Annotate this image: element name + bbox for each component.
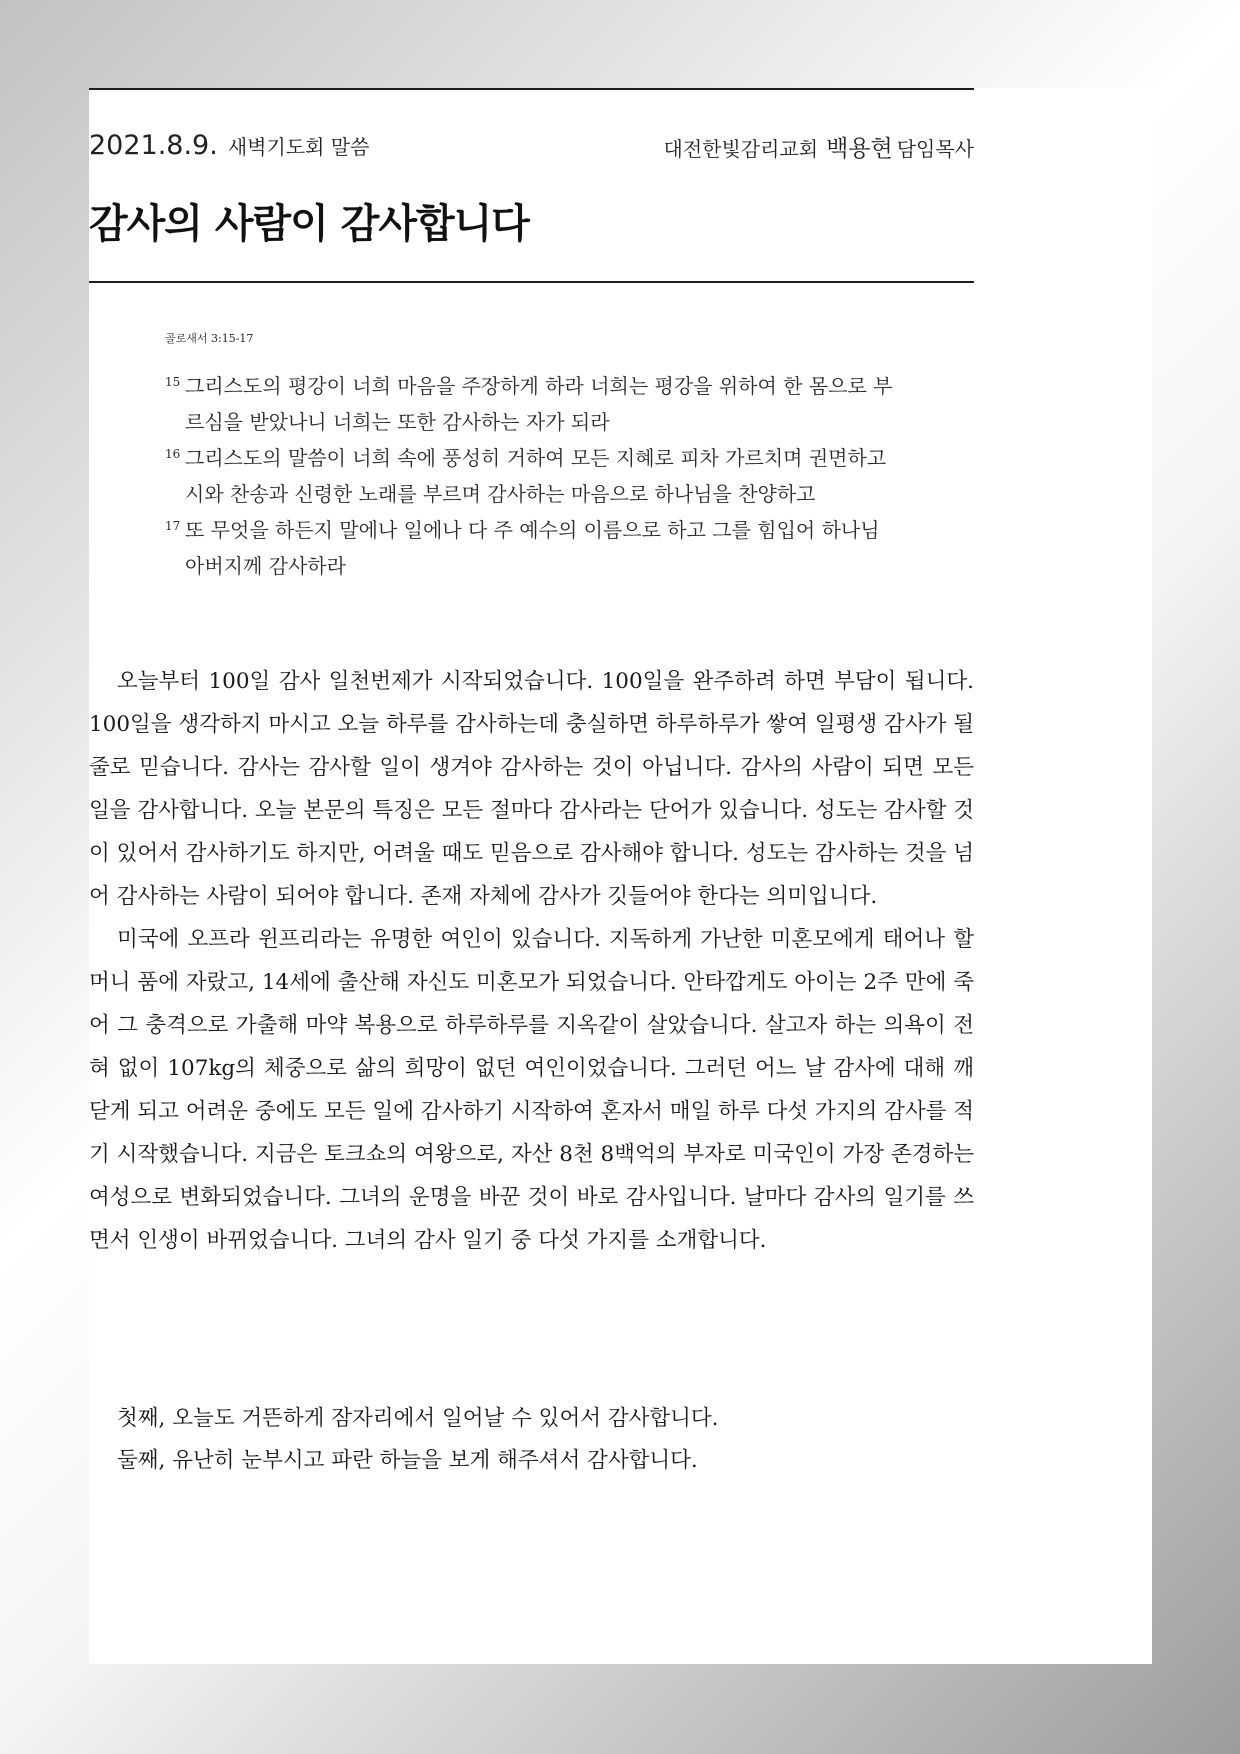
- sermon-date: 2021.8.9.: [89, 130, 218, 161]
- service-name: 새벽기도회 말씀: [227, 135, 370, 159]
- verse-number: 17: [165, 519, 181, 533]
- church-pastor: [664, 130, 975, 163]
- scripture-passage: [165, 330, 895, 584]
- top-divider: [89, 88, 974, 90]
- church-name: 대전한빛감리교회: [663, 137, 819, 161]
- verse-number: 16: [165, 447, 181, 461]
- body-paragraph: 오늘부터 100일 감사 일천번제가 시작되었습니다. 100일을 완주하려 하면 부담이 됩니다. 100일을 생각하지 마시고 오늘 하루를 감사하는데 충실하면 하루하루가 쌓여 일평생 감사가 될 줄로 믿습니다. 감사는 감사할 일이 생겨야 감사하는 것이 아닙니다. 감사의 사람이 되면 모든 일을 감사합니다. 오늘 본문의 특징은 모든 절마다 감사라는 단어가 있습니다. 성도는 감사할 것이 있어서 감사하기도 하지만, 어려울 때도 믿음으로 감사해야 합니다. 성도는 감사하는 것을 넘어 감사하는 사람이 되어야 합니다. 존재 자체에 감사가 깃들어야 한다는 의미입니다.: [89, 669, 974, 909]
- body-paragraph: 미국에 오프라 윈프리라는 유명한 여인이 있습니다. 지독하게 가난한 미혼모에게 태어나 할머니 품에 자랐고, 14세에 출산해 자신도 미혼모가 되었습니다. 안타깝게도 아이는 2주 만에 죽어 그 충격으로 가출해 마약 복용으로 하루하루를 지옥같이 살았습니다. 살고자 하는 의욕이 전혀 없이 107kg의 체중으로 삶의 희망이 없던 여인이었습니다. 그러던 어느 날 감사에 대해 깨닫게 되고 어려운 중에도 모든 일에 감사하기 시작하여 혼자서 매일 하루 다섯 가지의 감사를 적기 시작했습니다. 지금은 토크쇼의 여왕으로, 자산 8천 8백억의 부자로 미국인이 가장 존경하는 여성으로 변화되었습니다. 그녀의 운명을 바꾼 것이 바로 감사입니다. 날마다 감사의 일기를 쓰면서 인생이 바뀌었습니다. 그녀의 감사 일기 중 다섯 가지를 소개합니다.: [89, 927, 974, 1253]
- scripture-reference: 골로새서 3:15-17: [165, 332, 254, 345]
- list-item: 둘째, 유난히 눈부시고 파란 하늘을 보게 해주셔서 감사합니다.: [117, 1448, 698, 1473]
- sermon-title: 감사의 사람이 감사합니다: [89, 201, 529, 247]
- list-item: 첫째, 오늘도 거뜬하게 잠자리에서 일어날 수 있어서 감사합니다.: [117, 1406, 719, 1431]
- sermon-date-service: [89, 130, 369, 161]
- pastor-role: 담임목사: [896, 137, 974, 161]
- verse: [165, 512, 895, 584]
- verse-text: 또 무엇을 하든지 말에나 일에나 다 주 예수의 이름으로 하고 그를 힘입어 하나님 아버지께 감사하라: [185, 518, 880, 578]
- sermon-header: [89, 130, 974, 170]
- bottom-divider: [89, 281, 974, 283]
- pastor-name: 백용현: [826, 136, 893, 162]
- gratitude-list: [117, 1398, 947, 1482]
- verse-number: 15: [165, 375, 181, 389]
- verse-text: 그리스도의 평강이 너희 마음을 주장하게 하라 너희는 평강을 위하여 한 몸으로 부르심을 받았나니 너희는 또한 감사하는 자가 되라: [185, 374, 893, 434]
- verse: [165, 440, 895, 512]
- sermon-body: [89, 660, 974, 1262]
- verse: [165, 368, 895, 440]
- verse-text: 그리스도의 말씀이 너희 속에 풍성히 거하여 모든 지혜로 피차 가르치며 권면하고 시와 찬송과 신령한 노래를 부르며 감사하는 마음으로 하나님을 찬양하고: [185, 446, 887, 506]
